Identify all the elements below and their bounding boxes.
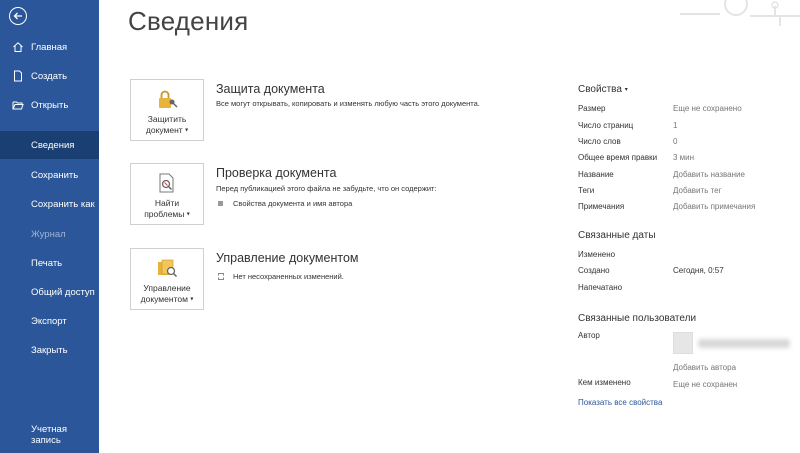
protect-document-label-2: документ — [145, 125, 183, 135]
protect-document-label-1: Защитить — [147, 114, 187, 124]
author-avatar — [673, 332, 693, 354]
bullet-square-icon — [218, 201, 223, 206]
dropdown-caret-icon: ▾ — [185, 127, 189, 134]
prop-value-size: Еще не сохранено — [673, 104, 742, 113]
nav-export-label: Экспорт — [31, 315, 67, 327]
home-icon — [12, 41, 24, 53]
prop-label-words: Число слов — [578, 137, 621, 146]
nav-print[interactable] — [0, 256, 99, 270]
prop-value-pages: 1 — [673, 121, 678, 130]
nav-history — [0, 227, 99, 241]
add-tag-field[interactable]: Добавить тег — [673, 186, 722, 195]
prop-label-title: Название — [578, 170, 614, 179]
dropdown-caret-icon: ▾ — [186, 211, 190, 218]
dropdown-caret-icon: ▾ — [624, 86, 628, 93]
author-label: Автор — [578, 331, 600, 340]
prop-label-pages: Число страниц — [578, 121, 634, 130]
manage-section-title: Управление документом — [216, 251, 359, 265]
backstage-sidebar — [0, 0, 99, 453]
nav-export[interactable] — [0, 314, 99, 328]
nav-home[interactable] — [0, 40, 99, 54]
nav-print-label: Печать — [31, 257, 63, 269]
prop-label-comments: Примечания — [578, 202, 625, 211]
nav-account-label: Учетная запись — [31, 424, 67, 446]
prop-value-editing-time: 3 мин — [673, 153, 695, 162]
nav-save[interactable] — [0, 168, 99, 182]
decorative-circuit-graphic — [680, 0, 800, 30]
check-issues-label-1: Найти — [154, 198, 180, 208]
check-issues-label-2: проблемы — [144, 209, 185, 219]
manage-document-label-1: Управление — [143, 283, 191, 293]
author-name-redacted — [698, 339, 790, 348]
nav-save-as-label: Сохранить как — [31, 198, 95, 210]
date-label-modified: Изменено — [578, 250, 616, 259]
inspect-bullet — [218, 199, 352, 208]
nav-open-label: Открыть — [31, 99, 69, 111]
inspect-section-title: Проверка документа — [216, 166, 337, 180]
nav-history-label: Журнал — [31, 228, 66, 240]
page-title: Сведения — [128, 6, 249, 36]
modified-by-label: Кем изменено — [578, 378, 631, 387]
properties-heading-label: Свойства — [578, 84, 622, 95]
related-dates-heading: Связанные даты — [578, 230, 656, 241]
manage-document-label-2: документом — [140, 294, 188, 304]
inspect-document-icon — [156, 172, 178, 194]
dropdown-caret-icon: ▾ — [190, 296, 194, 303]
nav-open[interactable] — [0, 98, 99, 112]
nav-account[interactable] — [0, 424, 99, 446]
date-label-printed: Напечатано — [578, 283, 623, 292]
date-value-created: Сегодня, 0:57 — [673, 266, 724, 275]
nav-save-label: Сохранить — [31, 169, 79, 181]
nav-info[interactable] — [0, 131, 99, 159]
manage-bullet-text: Нет несохраненных изменений. — [233, 272, 344, 281]
nav-save-as[interactable] — [0, 197, 99, 211]
check-for-issues-button[interactable] — [130, 163, 204, 225]
nav-share[interactable] — [0, 285, 99, 299]
nav-home-label: Главная — [31, 41, 68, 53]
folder-open-icon — [12, 99, 24, 111]
properties-heading[interactable] — [578, 84, 628, 95]
back-button[interactable] — [9, 7, 27, 25]
inspect-section-desc: Перед публикацией этого файла не забудьте, что он содержит: — [216, 184, 437, 193]
show-all-properties-link[interactable]: Показать все свойства — [578, 398, 663, 407]
lock-key-icon — [156, 88, 178, 110]
manage-document-button[interactable] — [130, 248, 204, 310]
modified-by-value: Еще не сохранен — [673, 380, 738, 389]
add-title-field[interactable]: Добавить название — [673, 170, 745, 179]
nav-close[interactable] — [0, 343, 99, 357]
prop-label-editing-time: Общее время правки — [578, 153, 658, 162]
nav-info-label: Сведения — [31, 139, 75, 151]
nav-new-label: Создать — [31, 70, 68, 82]
prop-label-size: Размер — [578, 104, 606, 113]
protect-document-button[interactable] — [130, 79, 204, 141]
related-people-heading: Связанные пользователи — [578, 313, 697, 324]
add-comments-field[interactable]: Добавить примечания — [673, 202, 756, 211]
unsaved-changes-icon — [218, 273, 224, 280]
prop-value-words: 0 — [673, 137, 678, 146]
nav-share-label: Общий доступ — [31, 286, 95, 298]
add-author-field[interactable]: Добавить автора — [673, 363, 737, 372]
arrow-left-icon — [13, 11, 23, 21]
protect-section-title: Защита документа — [216, 82, 325, 96]
new-document-icon — [12, 70, 24, 82]
date-label-created: Создано — [578, 266, 610, 275]
nav-close-label: Закрыть — [31, 344, 68, 356]
protect-section-desc: Все могут открывать, копировать и изменять любую часть этого документа. — [216, 99, 480, 108]
inspect-bullet-text: Свойства документа и имя автора — [233, 199, 353, 208]
manage-bullet — [218, 272, 344, 281]
nav-new[interactable] — [0, 69, 99, 83]
manage-document-icon — [156, 257, 178, 279]
prop-label-tags: Теги — [578, 186, 595, 195]
